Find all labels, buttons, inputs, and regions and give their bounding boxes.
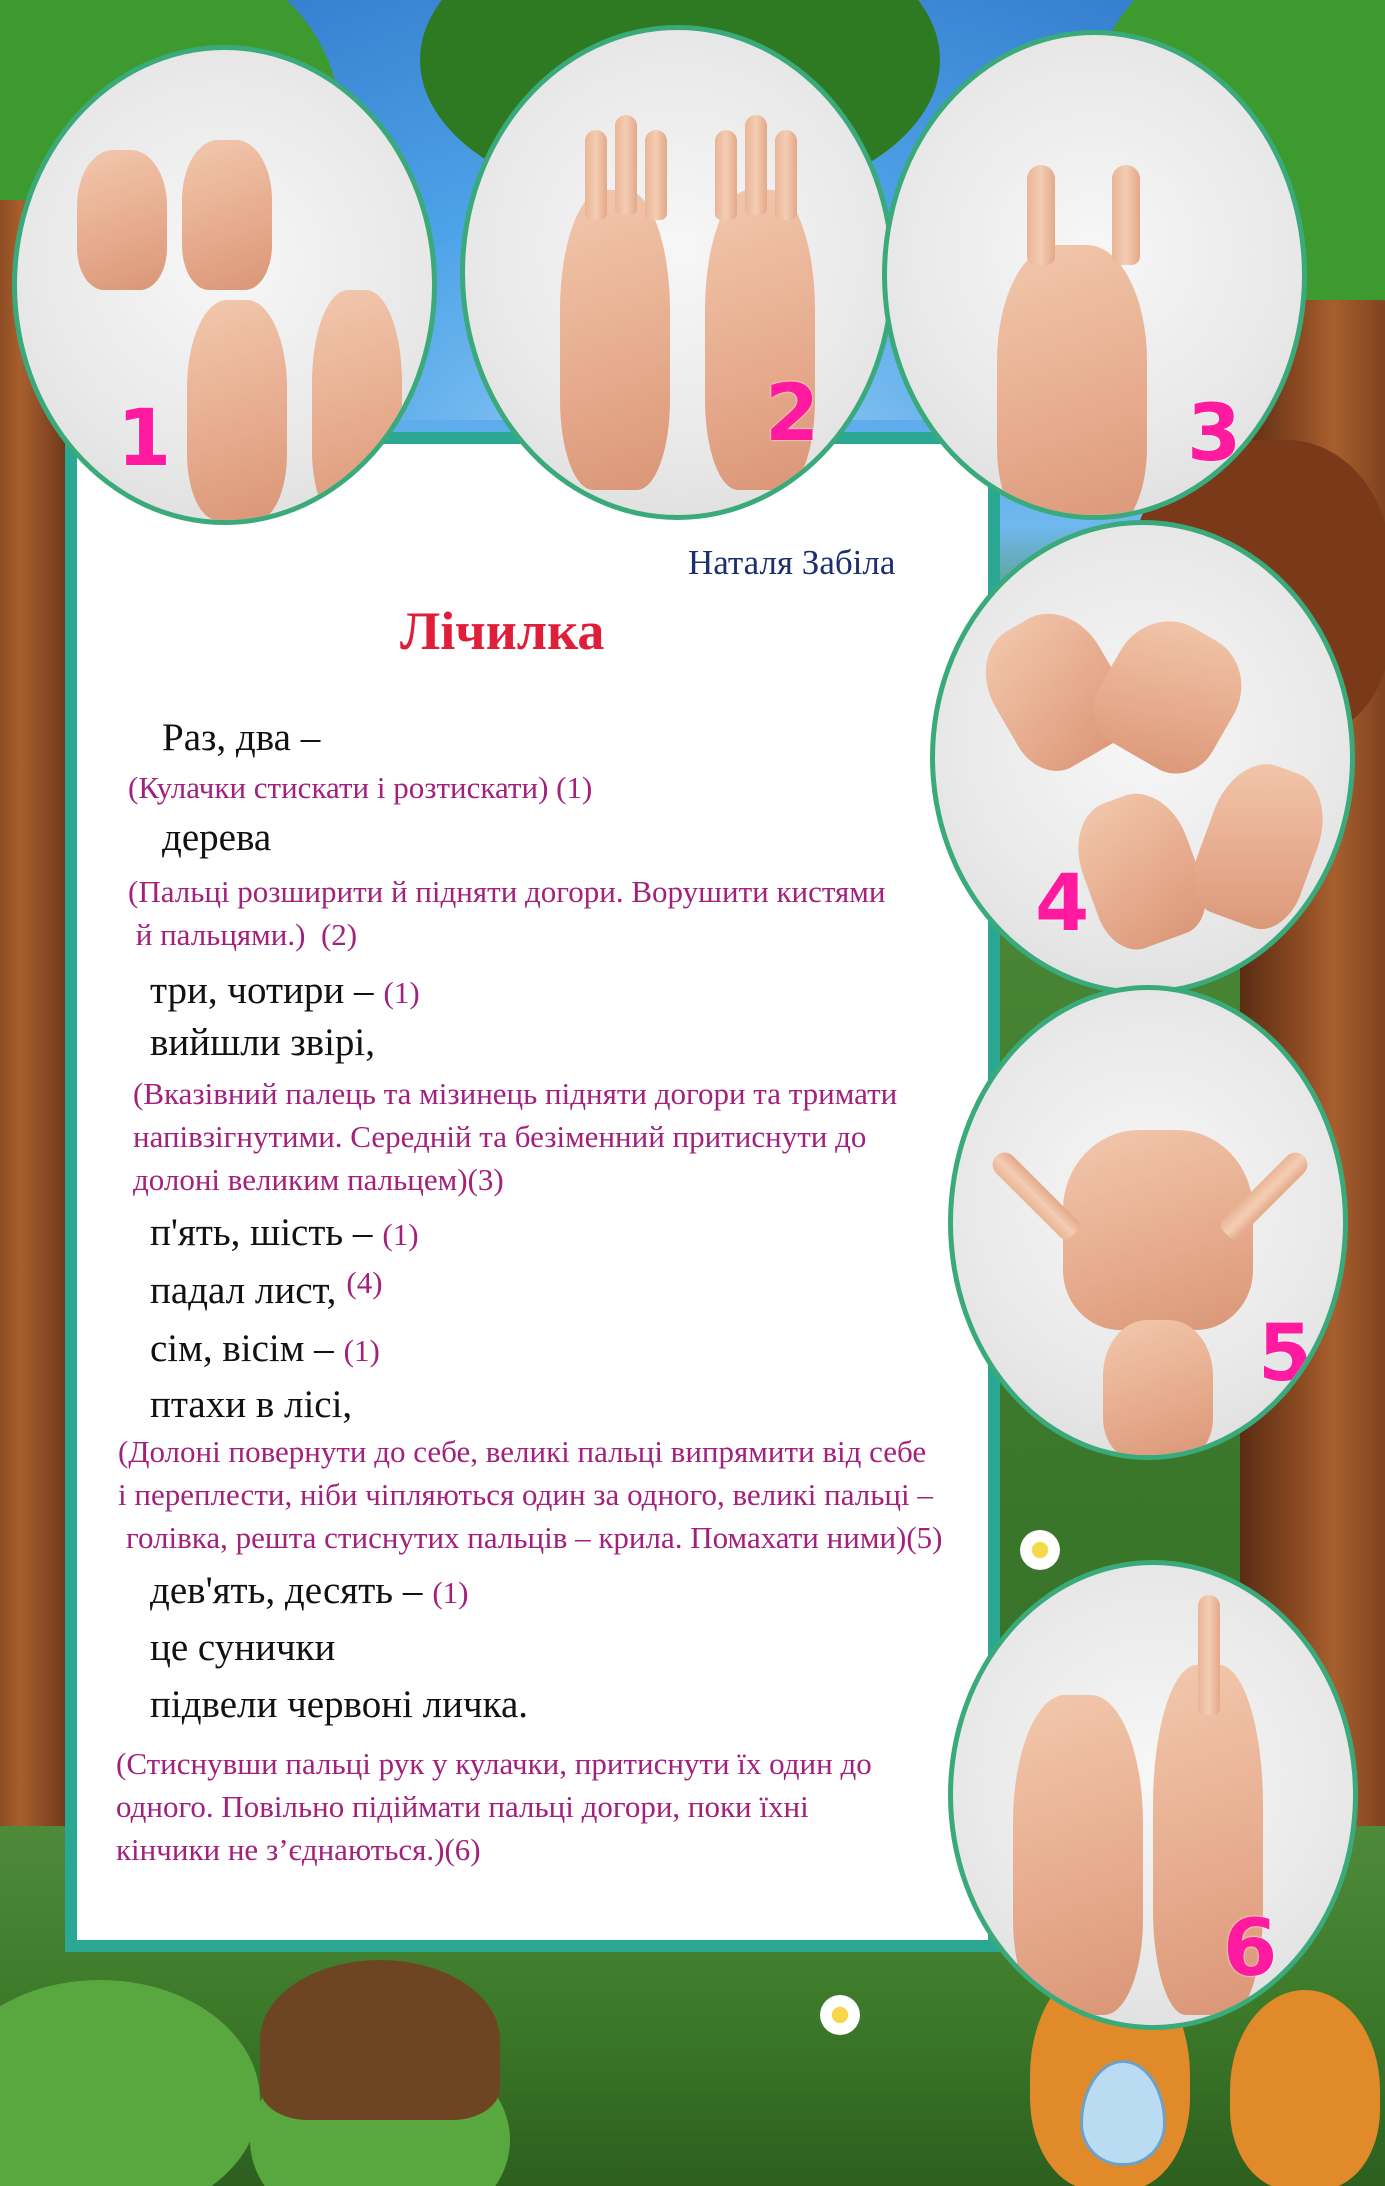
verse-line: дев'ять, десять – (1)	[150, 1569, 469, 1612]
verse-line: підвели червоні личка.	[150, 1683, 529, 1726]
photo-number: 4	[1035, 859, 1090, 949]
hand-flat	[1079, 602, 1262, 788]
instruction-2-line-1: (Пальці розширити й підняти догори. Ворушити кистями	[128, 874, 886, 909]
verse-line: вийшли звірі,	[150, 1021, 376, 1064]
verse-line: Раз, два –	[162, 716, 321, 759]
daisy-flower	[820, 1995, 860, 2035]
finger	[1198, 1595, 1220, 1715]
hedgehog-illustration	[260, 1960, 500, 2120]
verse-line: птахи в лісі,	[150, 1383, 353, 1426]
finger	[615, 115, 637, 215]
hand-fist	[182, 140, 272, 290]
verse-ref: (1)	[343, 1333, 380, 1368]
instruction-6-line-2: одного. Повільно підіймати пальці догори, поки їхні	[116, 1789, 809, 1824]
instruction-2-line-2: й пальцями.) (2)	[128, 917, 358, 952]
hands-fists	[1013, 1695, 1143, 2015]
gesture-photo-2	[460, 25, 895, 520]
photo-number: 2	[765, 369, 820, 459]
finger	[775, 130, 797, 220]
daisy-flower	[1020, 1530, 1060, 1570]
photo-number: 1	[117, 394, 172, 484]
poem-title: Лічилка	[400, 601, 605, 661]
photo-number: 3	[1187, 389, 1242, 479]
fox-illustration	[1230, 1990, 1380, 2186]
author-name: Наталя Забіла	[688, 543, 896, 582]
gesture-photo-3	[882, 30, 1307, 520]
instruction-3-line-2: напівзігнутими. Середній та безіменний притиснути до	[133, 1119, 867, 1154]
finger	[645, 130, 667, 220]
verse-line: три, чотири – (1)	[150, 969, 420, 1012]
wrists	[1103, 1320, 1213, 1460]
verse-ref: (1)	[383, 975, 420, 1010]
verse-line: сім, вісім – (1)	[150, 1327, 380, 1370]
finger	[715, 130, 737, 220]
instruction-5-line-1: (Долоні повернути до себе, великі пальці випрямити від себе	[118, 1434, 927, 1469]
verse-line: це сунички	[150, 1626, 336, 1669]
hand-open	[187, 300, 287, 520]
photo-number: 5	[1258, 1309, 1313, 1399]
gesture-photo-6	[948, 1560, 1358, 2030]
hand-open	[312, 290, 402, 520]
finger	[1112, 165, 1140, 265]
photo-number: 6	[1223, 1904, 1278, 1994]
gesture-photo-5	[948, 985, 1348, 1460]
instruction-5-line-3: голівка, решта стиснутих пальців – крила. Помахати ними)(5)	[126, 1520, 943, 1555]
hand-gesture	[997, 245, 1147, 520]
hand-fist	[77, 150, 167, 290]
instruction-5-line-2: і переплести, ніби чіпляються один за одного, великі пальці –	[118, 1477, 933, 1512]
finger	[745, 115, 767, 215]
instruction-3-line-1: (Вказівний палець та мізинець підняти догори та тримати	[133, 1076, 898, 1111]
verse-ref: (4)	[346, 1265, 383, 1300]
hand-spread	[560, 190, 670, 490]
instruction-6-line-1: (Стиснувши пальці рук у кулачки, притиснути їх один до	[116, 1746, 872, 1781]
finger	[585, 130, 607, 220]
verse-line: п'ять, шість – (1)	[150, 1211, 419, 1254]
verse-line: падал лист, $^{(4)}$	[150, 1265, 383, 1312]
gesture-photo-1	[12, 45, 437, 525]
instruction-1: (Кулачки стискати і розтискати) (1)	[128, 770, 593, 805]
instruction-6-line-3: кінчики не з’єднаються.)(6)	[116, 1832, 481, 1867]
verse-line: дерева	[162, 816, 272, 859]
finger	[1027, 165, 1055, 265]
gesture-photo-4	[930, 520, 1355, 995]
instruction-3-line-3: долоні великим пальцем)(3)	[133, 1162, 504, 1197]
verse-ref: (1)	[382, 1217, 419, 1252]
verse-ref: (1)	[432, 1575, 469, 1610]
